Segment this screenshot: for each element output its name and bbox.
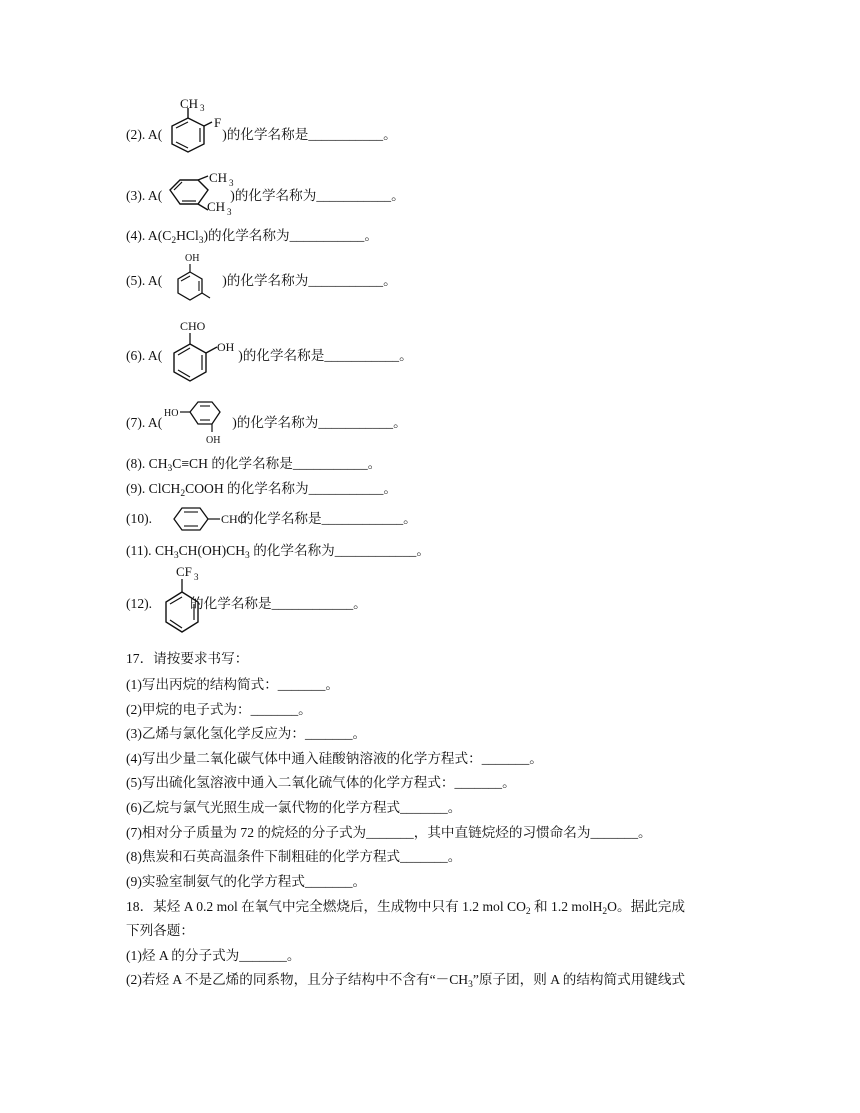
svg-text:F: F (214, 115, 222, 130)
q17-item-6: (6)乙烷与氯气光照生成一氯代物的化学方程式_______。 (126, 800, 462, 815)
svg-text:OH: OH (185, 253, 200, 264)
svg-text:3: 3 (200, 103, 205, 113)
q16-item-6: (6). A( )的化学名称是___________。 (126, 348, 413, 363)
q16-item-3: (3). A( )的化学名称为___________。 (126, 188, 405, 203)
q16-item-8: (8). $CH_3C\equiv CH$ 的化学名称是___________。 (126, 456, 382, 474)
svg-text:OH: OH (206, 435, 221, 446)
svg-text:CHO: CHO (221, 512, 247, 526)
q16-item-9: (9). ClCH$_2$COOH 的化学名称为___________。 (126, 481, 397, 499)
molecule-salicylaldehyde (162, 318, 246, 396)
q18-stem-line2: 下列各题： (126, 923, 194, 938)
svg-text:3: 3 (229, 178, 234, 188)
q18-item-2: (2)若烃 A 不是乙烯的同系物，且分子结构中不含有“$-CH_3$”原子团，则 A 的结构简式用键线式 (126, 972, 686, 990)
svg-text:CHO: CHO (180, 319, 206, 333)
q16-item-5: (5). A( )的化学名称为___________。 (126, 273, 397, 288)
molecule-m-cresol (170, 250, 224, 306)
q17-title: 17．请按要求书写： (126, 651, 249, 666)
q17-item-4: (4)写出少量二氧化碳气体中通入硅酸钠溶液的化学方程式：_______。 (126, 751, 543, 766)
q16-item-11: (11). $CH_3CH(OH)CH_3$ 的化学名称为____________。 (126, 543, 430, 561)
q17-item-5: (5)写出硫化氢溶液中通入二氧化硫气体的化学方程式：_______。 (126, 775, 516, 790)
q16-item-4: (4). $A(C_2HCl_3)$的化学名称为___________。 (126, 228, 378, 246)
molecule-2-fluorotoluene (166, 98, 236, 162)
q16-item-10: (10). 的化学名称是____________。 (126, 511, 417, 526)
q17-item-7: (7)相对分子质量为 72 的烷烃的分子式为_______，其中直链烷烃的习惯命名为_______。 (126, 825, 652, 840)
q17-item-9: (9)实验室制氨气的化学方程式_______。 (126, 874, 367, 889)
molecule-trifluorotoluene (158, 562, 208, 640)
svg-text:CH: CH (207, 199, 226, 214)
q17-item-3: (3)乙烯与氯化氢化学反应为：_______。 (126, 726, 367, 741)
q18-item-1: (1)烃 A 的分子式为_______。 (126, 948, 301, 963)
svg-text:3: 3 (227, 207, 232, 217)
svg-text:3: 3 (194, 572, 199, 582)
svg-text:CH: CH (209, 170, 228, 185)
molecule-resorcinol (162, 398, 242, 448)
molecule-benzaldehyde (170, 504, 260, 534)
q17-item-8: (8)焦炭和石英高温条件下制粗硅的化学方程式_______。 (126, 849, 462, 864)
q16-item-12: (12). 的化学名称是____________。 (126, 596, 367, 611)
svg-text:OH: OH (217, 340, 235, 354)
q17-item-2: (2)甲烷的电子式为：_______。 (126, 702, 312, 717)
svg-text:CF: CF (176, 564, 192, 579)
molecule-o-xylene (166, 168, 240, 220)
svg-text:CH: CH (180, 96, 199, 111)
q18-stem-line1: 18．某烃 A 0.2 mol 在氧气中完全燃烧后，生成物中只有 1.2 mol $CO_2$ 和 1.2 molH$_2$O。据此完成 (126, 899, 685, 917)
svg-text:HO: HO (164, 408, 179, 419)
q16-item-7: (7). A( )的化学名称为___________。 (126, 415, 407, 430)
q17-item-1: (1)写出丙烷的结构简式：_______。 (126, 677, 339, 692)
q16-item-2: (2). A( )的化学名称是___________。 (126, 127, 397, 142)
